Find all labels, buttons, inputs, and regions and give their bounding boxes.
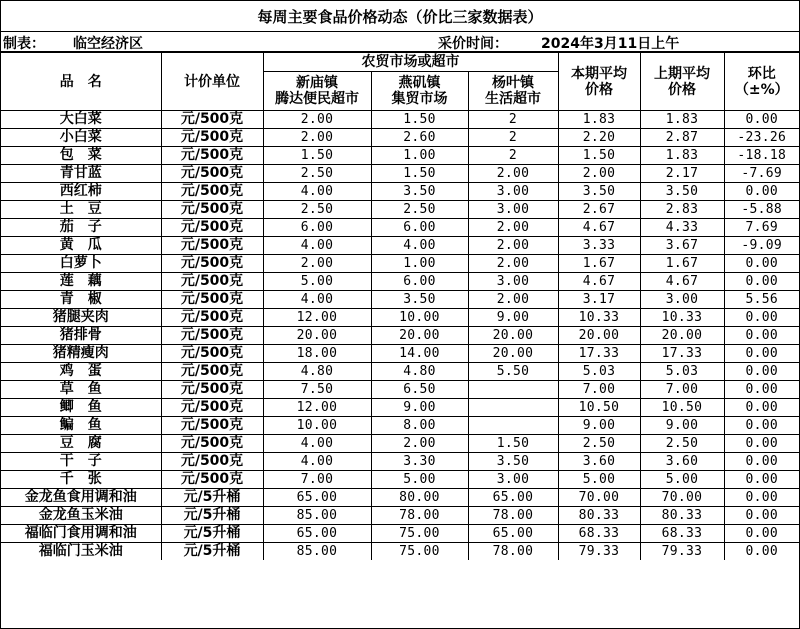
table-row <box>1 507 799 525</box>
item-name: 金龙鱼玉米油 <box>1 507 161 525</box>
header-market3-line1: 杨叶镇 <box>492 75 534 91</box>
item-name: 猪腿夹肉 <box>1 309 161 327</box>
market2-price: 6.00 <box>371 273 468 291</box>
market2-price: 4.80 <box>371 363 468 381</box>
current-avg-price: 5.03 <box>558 363 640 381</box>
table-row <box>1 345 799 363</box>
market2-price: 78.00 <box>371 507 468 525</box>
unit-cell: 元/500克 <box>161 417 263 435</box>
table-row <box>1 525 799 543</box>
current-avg-price: 2.20 <box>558 129 640 147</box>
previous-avg-price: 5.00 <box>640 471 724 489</box>
market3-price: 65.00 <box>468 525 558 543</box>
market1-price: 65.00 <box>263 525 371 543</box>
market2-price: 75.00 <box>371 525 468 543</box>
market1-price: 6.00 <box>263 219 371 237</box>
market1-price: 2.00 <box>263 129 371 147</box>
item-name: 莲 藕 <box>1 273 161 291</box>
previous-avg-price: 2.87 <box>640 129 724 147</box>
table-row <box>1 543 799 561</box>
table-row <box>1 435 799 453</box>
unit-cell: 元/5升桶 <box>161 489 263 507</box>
change-percent: 0.00 <box>724 111 799 129</box>
change-percent: -9.09 <box>724 237 799 255</box>
market2-price: 2.60 <box>371 129 468 147</box>
market1-price: 2.00 <box>263 255 371 273</box>
change-percent: 0.00 <box>724 273 799 291</box>
table-row <box>1 399 799 417</box>
sheet-title: 每周主要食品价格动态（价比三家数据表） <box>1 1 799 32</box>
header-market1-line2: 腾达便民超市 <box>275 91 359 107</box>
item-name: 福临门玉米油 <box>1 543 161 561</box>
change-percent: 0.00 <box>724 363 799 381</box>
previous-avg-price: 1.83 <box>640 111 724 129</box>
market2-price: 14.00 <box>371 345 468 363</box>
market3-price: 3.00 <box>468 183 558 201</box>
market2-price: 10.00 <box>371 309 468 327</box>
market3-price: 3.50 <box>468 453 558 471</box>
item-name: 白萝卜 <box>1 255 161 273</box>
previous-avg-price: 17.33 <box>640 345 724 363</box>
change-percent: 0.00 <box>724 327 799 345</box>
table-row <box>1 201 799 219</box>
market1-price: 85.00 <box>263 543 371 561</box>
market1-price: 4.00 <box>263 183 371 201</box>
unit-cell: 元/500克 <box>161 183 263 201</box>
item-name: 鳊 鱼 <box>1 417 161 435</box>
change-percent: 0.00 <box>724 183 799 201</box>
item-name: 鲫 鱼 <box>1 399 161 417</box>
unit-cell: 元/500克 <box>161 129 263 147</box>
table-row <box>1 471 799 489</box>
table-row <box>1 381 799 399</box>
market2-price: 2.00 <box>371 435 468 453</box>
current-avg-price: 3.60 <box>558 453 640 471</box>
table-row <box>1 165 799 183</box>
item-name: 黄 瓜 <box>1 237 161 255</box>
current-avg-price: 9.00 <box>558 417 640 435</box>
market3-price: 2.00 <box>468 165 558 183</box>
header-previous-line1: 上期平均 <box>654 65 710 82</box>
unit-cell: 元/500克 <box>161 111 263 129</box>
header-market2 <box>371 72 468 111</box>
previous-avg-price: 70.00 <box>640 489 724 507</box>
previous-avg-price: 4.67 <box>640 273 724 291</box>
market3-price: 2 <box>468 111 558 129</box>
previous-avg-price: 3.60 <box>640 453 724 471</box>
current-avg-price: 2.67 <box>558 201 640 219</box>
market3-price: 2.00 <box>468 219 558 237</box>
market3-price: 3.00 <box>468 201 558 219</box>
market2-price: 1.00 <box>371 147 468 165</box>
header-name: 品 名 <box>1 53 161 111</box>
market1-price: 4.00 <box>263 237 371 255</box>
previous-avg-price: 79.33 <box>640 543 724 561</box>
market2-price: 6.50 <box>371 381 468 399</box>
previous-avg-price: 2.83 <box>640 201 724 219</box>
table-row <box>1 273 799 291</box>
change-percent: 0.00 <box>724 255 799 273</box>
market2-price: 4.00 <box>371 237 468 255</box>
table-row <box>1 363 799 381</box>
market3-price: 2 <box>468 129 558 147</box>
unit-cell: 元/500克 <box>161 237 263 255</box>
price-table <box>1 52 799 560</box>
header-unit: 计价单位 <box>161 53 263 111</box>
unit-cell: 元/5升桶 <box>161 507 263 525</box>
unit-cell: 元/500克 <box>161 435 263 453</box>
item-name: 福临门食用调和油 <box>1 525 161 543</box>
market2-price: 80.00 <box>371 489 468 507</box>
market1-price: 2.50 <box>263 201 371 219</box>
table-row <box>1 255 799 273</box>
current-avg-price: 7.00 <box>558 381 640 399</box>
current-avg-price: 20.00 <box>558 327 640 345</box>
previous-avg-price: 5.03 <box>640 363 724 381</box>
market3-price: 65.00 <box>468 489 558 507</box>
previous-avg-price: 3.67 <box>640 237 724 255</box>
market2-price: 75.00 <box>371 543 468 561</box>
unit-cell: 元/500克 <box>161 273 263 291</box>
market3-price: 2 <box>468 147 558 165</box>
change-percent: 0.00 <box>724 345 799 363</box>
previous-avg-price: 3.00 <box>640 291 724 309</box>
header-current-line1: 本期平均 <box>571 65 627 82</box>
unit-cell: 元/500克 <box>161 219 263 237</box>
market2-price: 8.00 <box>371 417 468 435</box>
market1-price: 7.00 <box>263 471 371 489</box>
change-percent: 5.56 <box>724 291 799 309</box>
market2-price: 1.50 <box>371 165 468 183</box>
market1-price: 20.00 <box>263 327 371 345</box>
previous-avg-price: 1.67 <box>640 255 724 273</box>
header-change-line1: 环比 <box>747 65 776 82</box>
market1-price: 4.80 <box>263 363 371 381</box>
market1-price: 4.00 <box>263 435 371 453</box>
market3-price: 20.00 <box>468 345 558 363</box>
table-row <box>1 237 799 255</box>
item-name: 土 豆 <box>1 201 161 219</box>
current-avg-price: 4.67 <box>558 219 640 237</box>
unit-cell: 元/500克 <box>161 345 263 363</box>
market2-price: 5.00 <box>371 471 468 489</box>
unit-cell: 元/500克 <box>161 453 263 471</box>
change-percent: 0.00 <box>724 381 799 399</box>
header-market3-line2: 生活超市 <box>485 91 541 107</box>
unit-cell: 元/500克 <box>161 201 263 219</box>
table-row <box>1 489 799 507</box>
table-row <box>1 309 799 327</box>
current-avg-price: 17.33 <box>558 345 640 363</box>
item-name: 大白菜 <box>1 111 161 129</box>
market2-price: 3.50 <box>371 291 468 309</box>
change-percent: -18.18 <box>724 147 799 165</box>
market3-price <box>468 399 558 417</box>
item-name: 草 鱼 <box>1 381 161 399</box>
previous-avg-price: 2.50 <box>640 435 724 453</box>
market3-price: 78.00 <box>468 507 558 525</box>
market1-price: 7.50 <box>263 381 371 399</box>
market1-price: 12.00 <box>263 309 371 327</box>
item-name: 猪排骨 <box>1 327 161 345</box>
market3-price: 9.00 <box>468 309 558 327</box>
unit-cell: 元/5升桶 <box>161 543 263 561</box>
table-row <box>1 219 799 237</box>
table-row <box>1 291 799 309</box>
previous-avg-price: 20.00 <box>640 327 724 345</box>
market1-price: 65.00 <box>263 489 371 507</box>
header-current-avg <box>558 53 640 111</box>
current-avg-price: 10.33 <box>558 309 640 327</box>
market3-price: 2.00 <box>468 255 558 273</box>
previous-avg-price: 68.33 <box>640 525 724 543</box>
current-avg-price: 1.83 <box>558 111 640 129</box>
current-avg-price: 4.67 <box>558 273 640 291</box>
previous-avg-price: 2.17 <box>640 165 724 183</box>
header-change <box>724 53 799 111</box>
current-avg-price: 2.00 <box>558 165 640 183</box>
market1-price: 12.00 <box>263 399 371 417</box>
change-percent: -7.69 <box>724 165 799 183</box>
item-name: 茄 子 <box>1 219 161 237</box>
change-percent: 0.00 <box>724 435 799 453</box>
change-percent: 0.00 <box>724 309 799 327</box>
market2-price: 3.30 <box>371 453 468 471</box>
header-market1-line1: 新庙镇 <box>296 75 338 91</box>
market1-price: 2.00 <box>263 111 371 129</box>
date-label: 采价时间： <box>438 36 508 52</box>
header-current-line2: 价格 <box>585 81 613 98</box>
market2-price: 1.00 <box>371 255 468 273</box>
previous-avg-price: 1.83 <box>640 147 724 165</box>
unit-cell: 元/500克 <box>161 399 263 417</box>
item-name: 干 子 <box>1 453 161 471</box>
header-market2-line1: 燕矶镇 <box>398 75 441 91</box>
header-market1 <box>263 72 371 111</box>
table-row <box>1 129 799 147</box>
item-name: 猪精瘦肉 <box>1 345 161 363</box>
item-name: 小白菜 <box>1 129 161 147</box>
table-row <box>1 147 799 165</box>
table-row <box>1 453 799 471</box>
market3-price <box>468 417 558 435</box>
current-avg-price: 5.00 <box>558 471 640 489</box>
current-avg-price: 3.50 <box>558 183 640 201</box>
table-row <box>1 183 799 201</box>
market1-price: 1.50 <box>263 147 371 165</box>
current-avg-price: 80.33 <box>558 507 640 525</box>
market2-price: 3.50 <box>371 183 468 201</box>
change-percent: 0.00 <box>724 489 799 507</box>
change-percent: 0.00 <box>724 507 799 525</box>
previous-avg-price: 7.00 <box>640 381 724 399</box>
header-previous-line2: 价格 <box>668 81 696 98</box>
unit-cell: 元/500克 <box>161 255 263 273</box>
table-body <box>1 111 799 561</box>
market3-price: 5.50 <box>468 363 558 381</box>
market2-price: 9.00 <box>371 399 468 417</box>
previous-avg-price: 80.33 <box>640 507 724 525</box>
item-name: 千 张 <box>1 471 161 489</box>
previous-avg-price: 9.00 <box>640 417 724 435</box>
change-percent: -23.26 <box>724 129 799 147</box>
market2-price: 2.50 <box>371 201 468 219</box>
unit-cell: 元/500克 <box>161 327 263 345</box>
current-avg-price: 1.67 <box>558 255 640 273</box>
header-market2-line2: 集贸市场 <box>391 91 448 107</box>
market3-price: 3.00 <box>468 471 558 489</box>
change-percent: 0.00 <box>724 471 799 489</box>
market3-price: 20.00 <box>468 327 558 345</box>
current-avg-price: 70.00 <box>558 489 640 507</box>
change-percent: 0.00 <box>724 543 799 561</box>
market3-price: 1.50 <box>468 435 558 453</box>
item-name: 西红柿 <box>1 183 161 201</box>
maker-value: 临空经济区 <box>73 36 143 52</box>
current-avg-price: 68.33 <box>558 525 640 543</box>
market3-price: 78.00 <box>468 543 558 561</box>
change-percent: 0.00 <box>724 525 799 543</box>
item-name: 金龙鱼食用调和油 <box>1 489 161 507</box>
unit-cell: 元/500克 <box>161 165 263 183</box>
market2-price: 6.00 <box>371 219 468 237</box>
change-percent: -5.88 <box>724 201 799 219</box>
change-percent: 0.00 <box>724 453 799 471</box>
market2-price: 1.50 <box>371 111 468 129</box>
change-percent: 7.69 <box>724 219 799 237</box>
table-row <box>1 327 799 345</box>
market1-price: 5.00 <box>263 273 371 291</box>
previous-avg-price: 4.33 <box>640 219 724 237</box>
market3-price: 3.00 <box>468 273 558 291</box>
unit-cell: 元/500克 <box>161 309 263 327</box>
unit-cell: 元/500克 <box>161 147 263 165</box>
market3-price <box>468 381 558 399</box>
item-name: 包 菜 <box>1 147 161 165</box>
header-change-line2: （±%） <box>734 81 789 98</box>
change-percent: 0.00 <box>724 417 799 435</box>
market1-price: 18.00 <box>263 345 371 363</box>
meta-row <box>1 32 799 52</box>
market2-price: 20.00 <box>371 327 468 345</box>
market1-price: 2.50 <box>263 165 371 183</box>
previous-avg-price: 3.50 <box>640 183 724 201</box>
unit-cell: 元/500克 <box>161 471 263 489</box>
change-percent: 0.00 <box>724 399 799 417</box>
current-avg-price: 79.33 <box>558 543 640 561</box>
market3-price: 2.00 <box>468 237 558 255</box>
market1-price: 4.00 <box>263 453 371 471</box>
table-row <box>1 111 799 129</box>
unit-cell: 元/500克 <box>161 363 263 381</box>
item-name: 豆 腐 <box>1 435 161 453</box>
market1-price: 4.00 <box>263 291 371 309</box>
current-avg-price: 1.50 <box>558 147 640 165</box>
current-avg-price: 2.50 <box>558 435 640 453</box>
market1-price: 85.00 <box>263 507 371 525</box>
unit-cell: 元/5升桶 <box>161 525 263 543</box>
market3-price: 2.00 <box>468 291 558 309</box>
item-name: 青 椒 <box>1 291 161 309</box>
market1-price: 10.00 <box>263 417 371 435</box>
table-row <box>1 417 799 435</box>
header-previous-avg <box>640 53 724 111</box>
current-avg-price: 3.17 <box>558 291 640 309</box>
previous-avg-price: 10.33 <box>640 309 724 327</box>
date-value: 2024年3月11日上午 <box>541 36 680 52</box>
previous-avg-price: 10.50 <box>640 399 724 417</box>
unit-cell: 元/500克 <box>161 381 263 399</box>
item-name: 青甘蓝 <box>1 165 161 183</box>
unit-cell: 元/500克 <box>161 291 263 309</box>
current-avg-price: 10.50 <box>558 399 640 417</box>
header-market3 <box>468 72 558 111</box>
current-avg-price: 3.33 <box>558 237 640 255</box>
item-name: 鸡 蛋 <box>1 363 161 381</box>
header-market-group: 农贸市场或超市 <box>263 53 558 72</box>
maker-label: 制表： <box>3 36 45 52</box>
